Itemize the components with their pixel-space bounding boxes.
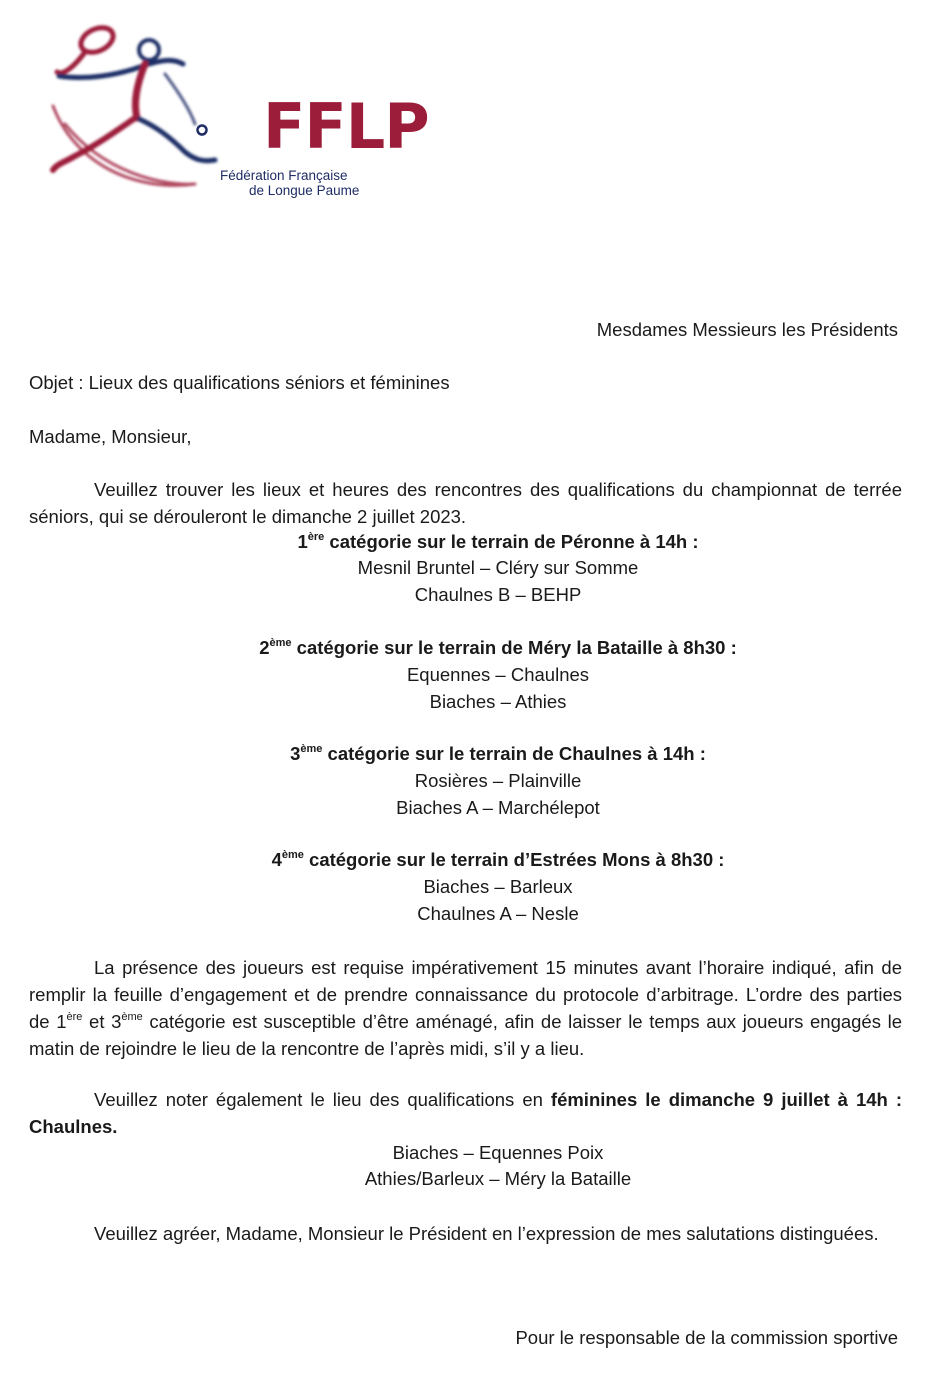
intro-paragraph [29, 476, 902, 530]
category-1-match-2: Chaulnes B – BEHP [414, 584, 582, 605]
salutation-line: Madame, Monsieur, [29, 426, 192, 447]
logo-wordmark: FFLP [263, 90, 429, 163]
category-4-match-1: Biaches – Barleux [423, 876, 573, 897]
feminines-paragraph [29, 1086, 902, 1140]
feminines-match-2: Athies/Barleux – Méry la Bataille [364, 1168, 632, 1189]
closing-paragraph [29, 1220, 902, 1247]
category-2-match-2: Biaches – Athies [429, 691, 567, 712]
presence-paragraph [29, 954, 902, 1062]
category-2-match-1: Equennes – Chaulnes [406, 664, 590, 685]
feminines-match-1: Biaches – Equennes Poix [392, 1142, 604, 1163]
signature-line: Pour le responsable de la commission sportive [515, 1327, 898, 1348]
category-1-match-1: Mesnil Bruntel – Cléry sur Somme [357, 557, 639, 578]
presence-text: La présence des joueurs est requise impérativement 15 minutes avant l’horaire indiqué, afin de remplir la feuille d’engagement et de prendre connaissance du protocole d’arbitrage. L’ordre des parties de 1ère et 3ème catégorie est susceptible d’être aménagé, afin de laisser le temps aux joueurs engagés le matin de rejoindre le lieu de la rencontre de l’après midi, s’il y a lieu. [29, 957, 902, 1059]
logo-subtitle [220, 168, 359, 198]
category-4-heading: 4ème catégorie sur le terrain d’Estrées Mons à 8h30 : [271, 849, 725, 870]
longue-paume-player-icon [45, 14, 265, 192]
feminines-text: Veuillez noter également le lieu des qualifications en féminines le dimanche 9 juillet à 14h : Chaulnes. [29, 1089, 902, 1137]
category-3-match-2: Biaches A – Marchélepot [396, 797, 600, 818]
category-3-match-1: Rosières – Plainville [414, 770, 582, 791]
subject-line: Objet : Lieux des qualifications séniors et féminines [29, 372, 450, 393]
category-1-heading: 1ère catégorie sur le terrain de Péronne à 14h : [297, 531, 699, 552]
category-3-heading: 3ème catégorie sur le terrain de Chaulnes à 14h : [290, 743, 706, 764]
fflp-logo [45, 14, 429, 198]
logo-subtitle-line2: de Longue Paume [249, 183, 360, 198]
category-2-heading: 2ème catégorie sur le terrain de Méry la Bataille à 8h30 : [259, 637, 737, 658]
logo-subtitle-line1: Fédération Française [220, 168, 348, 183]
recipient-line: Mesdames Messieurs les Présidents [596, 319, 898, 340]
closing-text: Veuillez agréer, Madame, Monsieur le Président en l’expression de mes salutations distinguées. [94, 1223, 879, 1244]
intro-text: Veuillez trouver les lieux et heures des rencontres des qualifications du championnat de terrée séniors, qui se dérouleront le dimanche 2 juillet 2023. [29, 479, 902, 527]
category-4-match-2: Chaulnes A – Nesle [417, 903, 579, 924]
